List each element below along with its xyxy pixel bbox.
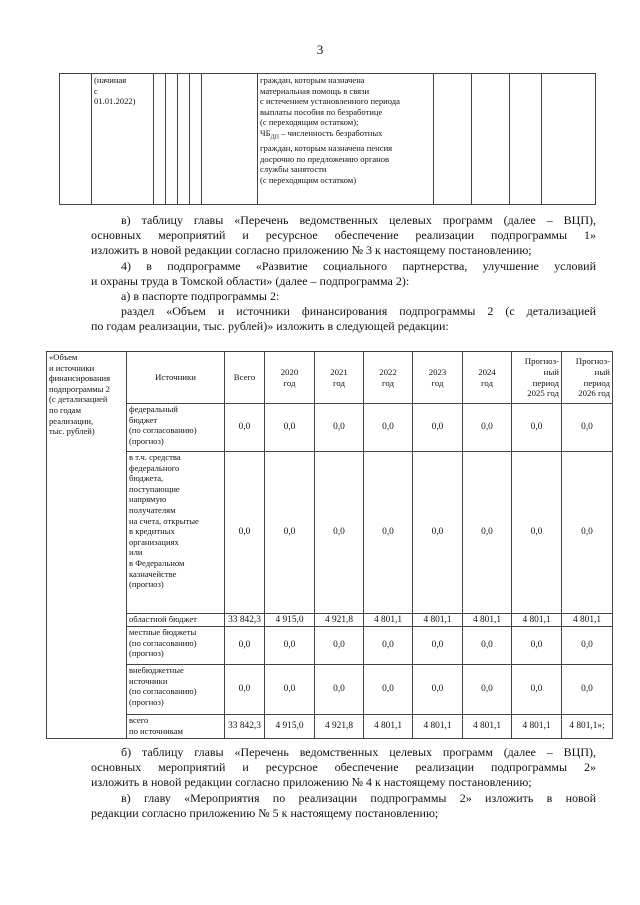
value-cell: 0,0 <box>562 404 613 452</box>
source-cell: областной бюджет <box>127 614 225 627</box>
text-line: по годам реализации, тыс. рублей)» изложить в следующей редакции: <box>91 319 449 334</box>
source-cell: внебюджетные источники (по согласованию) (прогноз) <box>127 665 225 715</box>
cell-text-line: граждан, которым назначена пенсия <box>260 143 393 154</box>
value-cell: 4 801,1 <box>562 614 613 627</box>
source-cell: всего по источникам <box>127 715 225 739</box>
source-cell: местные бюджеты (по согласованию) (прогноз) <box>127 627 225 665</box>
cell-text-line: службы занятости <box>260 164 327 175</box>
value-cell: 4 801,1 <box>463 715 512 739</box>
start-date-cell <box>92 74 154 205</box>
value-cell: 0,0 <box>315 627 364 665</box>
text-line: и охраны труда в Томской области» (далее – подпрограмма 2): <box>91 273 410 288</box>
text-line: б) таблицу главы «Перечень ведомственных целевых программ (далее – ВЦП), <box>121 745 596 759</box>
value-cell: 0,0 <box>225 404 265 452</box>
table-row <box>47 665 613 715</box>
header-2023: 2023 год <box>413 352 463 404</box>
text-line: в) таблицу главы «Перечень ведомственных целевых программ (далее – ВЦП), <box>121 213 596 227</box>
label-line: по годам <box>49 404 82 415</box>
value-cell: 0,0 <box>265 627 315 665</box>
value-cell: 4 801,1 <box>463 614 512 627</box>
header-2021: 2021 год <box>315 352 364 404</box>
text-line: изложить в новой редакции согласно приложению № 4 к настоящему постановлению; <box>91 775 532 790</box>
label-line: финансирования <box>49 373 111 384</box>
value-cell: 0,0 <box>364 627 413 665</box>
text-line: основных мероприятий и ресурсное обеспечение реализации подпрограммы 2» <box>91 760 596 775</box>
header-forecast-2026: Прогноз- ный период 2026 год <box>562 352 613 404</box>
value-cell: 33 842,3 <box>225 614 265 627</box>
table-row <box>47 452 613 614</box>
text-line: в) главу «Мероприятия по реализации подпрограммы 2» изложить в новой <box>121 790 596 805</box>
value-cell: 0,0 <box>413 452 463 614</box>
formula-subscript: ДП <box>270 134 279 141</box>
cell-text-line: с истечением установленного периода <box>260 96 400 107</box>
value-cell: 0,0 <box>512 665 562 715</box>
text-line: раздел «Объем и источники финансирования подпрограммы 2 (с детализацией <box>121 304 596 319</box>
cell-text-line: с <box>94 85 98 96</box>
label-line: и источники <box>49 362 95 373</box>
value-cell: 4 921,8 <box>315 715 364 739</box>
header-forecast-2025: Прогноз- ный период 2025 год <box>512 352 562 404</box>
cell-empty <box>178 74 190 205</box>
table-row <box>47 627 613 665</box>
financing-label-cell <box>47 352 127 739</box>
cell-text-line: (с переходящим остатком) <box>260 175 357 186</box>
table-row <box>47 404 613 452</box>
value-cell: 4 801,1 <box>364 715 413 739</box>
value-cell: 0,0 <box>413 404 463 452</box>
source-cell: в т.ч. средства федерального бюджета, поступающие напрямую получателям на счета, открытые в кредитных организациях или в Федеральном казначействе (прогноз) <box>127 452 225 614</box>
value-cell: 0,0 <box>225 452 265 614</box>
header-2020: 2020 год <box>265 352 315 404</box>
value-cell: 0,0 <box>315 665 364 715</box>
source-cell: федеральный бюджет (по согласованию) (прогноз) <box>127 404 225 452</box>
table-row <box>47 614 613 627</box>
table-row-total <box>47 715 613 739</box>
value-cell: 0,0 <box>413 627 463 665</box>
label-line: «Объем <box>49 352 78 362</box>
value-cell: 0,0 <box>463 627 512 665</box>
value-cell: 0,0 <box>225 627 265 665</box>
label-line: реализации, <box>49 415 94 426</box>
cell-text-line: досрочно по предложению органов <box>260 153 390 164</box>
cell-empty <box>542 74 596 205</box>
label-line: тыс. рублей) <box>49 426 95 437</box>
value-cell: 0,0 <box>512 627 562 665</box>
text-line: 4) в подпрограмме «Развитие социального партнерства, улучшение условий <box>121 258 596 273</box>
text-line: основных мероприятий и ресурсное обеспечение реализации подпрограммы 1» <box>91 228 596 243</box>
value-cell: 0,0 <box>265 665 315 715</box>
formula-symbol: ЧБ <box>260 127 271 138</box>
cell-text-line: (начиная <box>94 75 127 85</box>
value-cell: 4 801,1»; <box>562 715 613 739</box>
label-line: подпрограммы 2 <box>49 383 110 394</box>
value-cell: 4 801,1 <box>413 614 463 627</box>
value-cell: 4 801,1 <box>512 614 562 627</box>
cell-empty <box>434 74 472 205</box>
value-cell: 0,0 <box>562 627 613 665</box>
label-line: (с детализацией <box>49 394 108 405</box>
value-cell: 0,0 <box>413 665 463 715</box>
cell-empty <box>60 74 92 205</box>
text-line: редакции согласно приложению № 5 к настоящему постановлению; <box>91 805 439 820</box>
value-cell: 0,0 <box>463 452 512 614</box>
indicator-description-cell <box>258 74 434 205</box>
value-cell: 0,0 <box>225 665 265 715</box>
value-cell: 0,0 <box>315 452 364 614</box>
value-cell: 0,0 <box>364 665 413 715</box>
cell-text-line: (с переходящим остатком); <box>260 117 359 128</box>
value-cell: 0,0 <box>512 404 562 452</box>
value-cell: 4 801,1 <box>364 614 413 627</box>
cell-empty <box>166 74 178 205</box>
value-cell: 4 801,1 <box>413 715 463 739</box>
value-cell: 4 915,0 <box>265 614 315 627</box>
cell-text-line: граждан, которым назначена <box>260 75 365 85</box>
chb-formula-line <box>260 128 431 143</box>
formula-text: – численность безработных <box>278 127 383 138</box>
value-cell: 0,0 <box>315 404 364 452</box>
paragraph-block-1 <box>91 213 596 335</box>
header-total: Всего <box>225 352 265 404</box>
cell-text-line: материальная помощь в связи <box>260 85 370 96</box>
cell-text-line: 01.01.2022) <box>94 96 136 107</box>
text-line: изложить в новой редакции согласно приложению № 3 к настоящему постановлению; <box>91 243 532 258</box>
cell-empty <box>190 74 202 205</box>
cell-empty <box>202 74 258 205</box>
text-line: а) в паспорте подпрограммы 2: <box>121 289 280 304</box>
value-cell: 0,0 <box>265 404 315 452</box>
value-cell: 0,0 <box>364 452 413 614</box>
value-cell: 0,0 <box>364 404 413 452</box>
value-cell: 0,0 <box>265 452 315 614</box>
header-2024: 2024 год <box>463 352 512 404</box>
value-cell: 0,0 <box>463 404 512 452</box>
value-cell: 0,0 <box>562 452 613 614</box>
value-cell: 0,0 <box>463 665 512 715</box>
value-cell: 33 842,3 <box>225 715 265 739</box>
cell-text-line: выплаты пособия по безработице <box>260 106 383 117</box>
value-cell: 4 915,0 <box>265 715 315 739</box>
continuation-table <box>59 73 596 205</box>
cell-empty <box>154 74 166 205</box>
cell-empty <box>510 74 542 205</box>
page-number: 3 <box>316 42 324 57</box>
value-cell: 0,0 <box>512 452 562 614</box>
cell-empty <box>472 74 510 205</box>
header-sources: Источники <box>127 352 225 404</box>
value-cell: 4 921,8 <box>315 614 364 627</box>
value-cell: 4 801,1 <box>512 715 562 739</box>
paragraph-block-2 <box>91 745 596 821</box>
financing-table <box>46 351 613 739</box>
value-cell: 0,0 <box>562 665 613 715</box>
header-2022: 2022 год <box>364 352 413 404</box>
